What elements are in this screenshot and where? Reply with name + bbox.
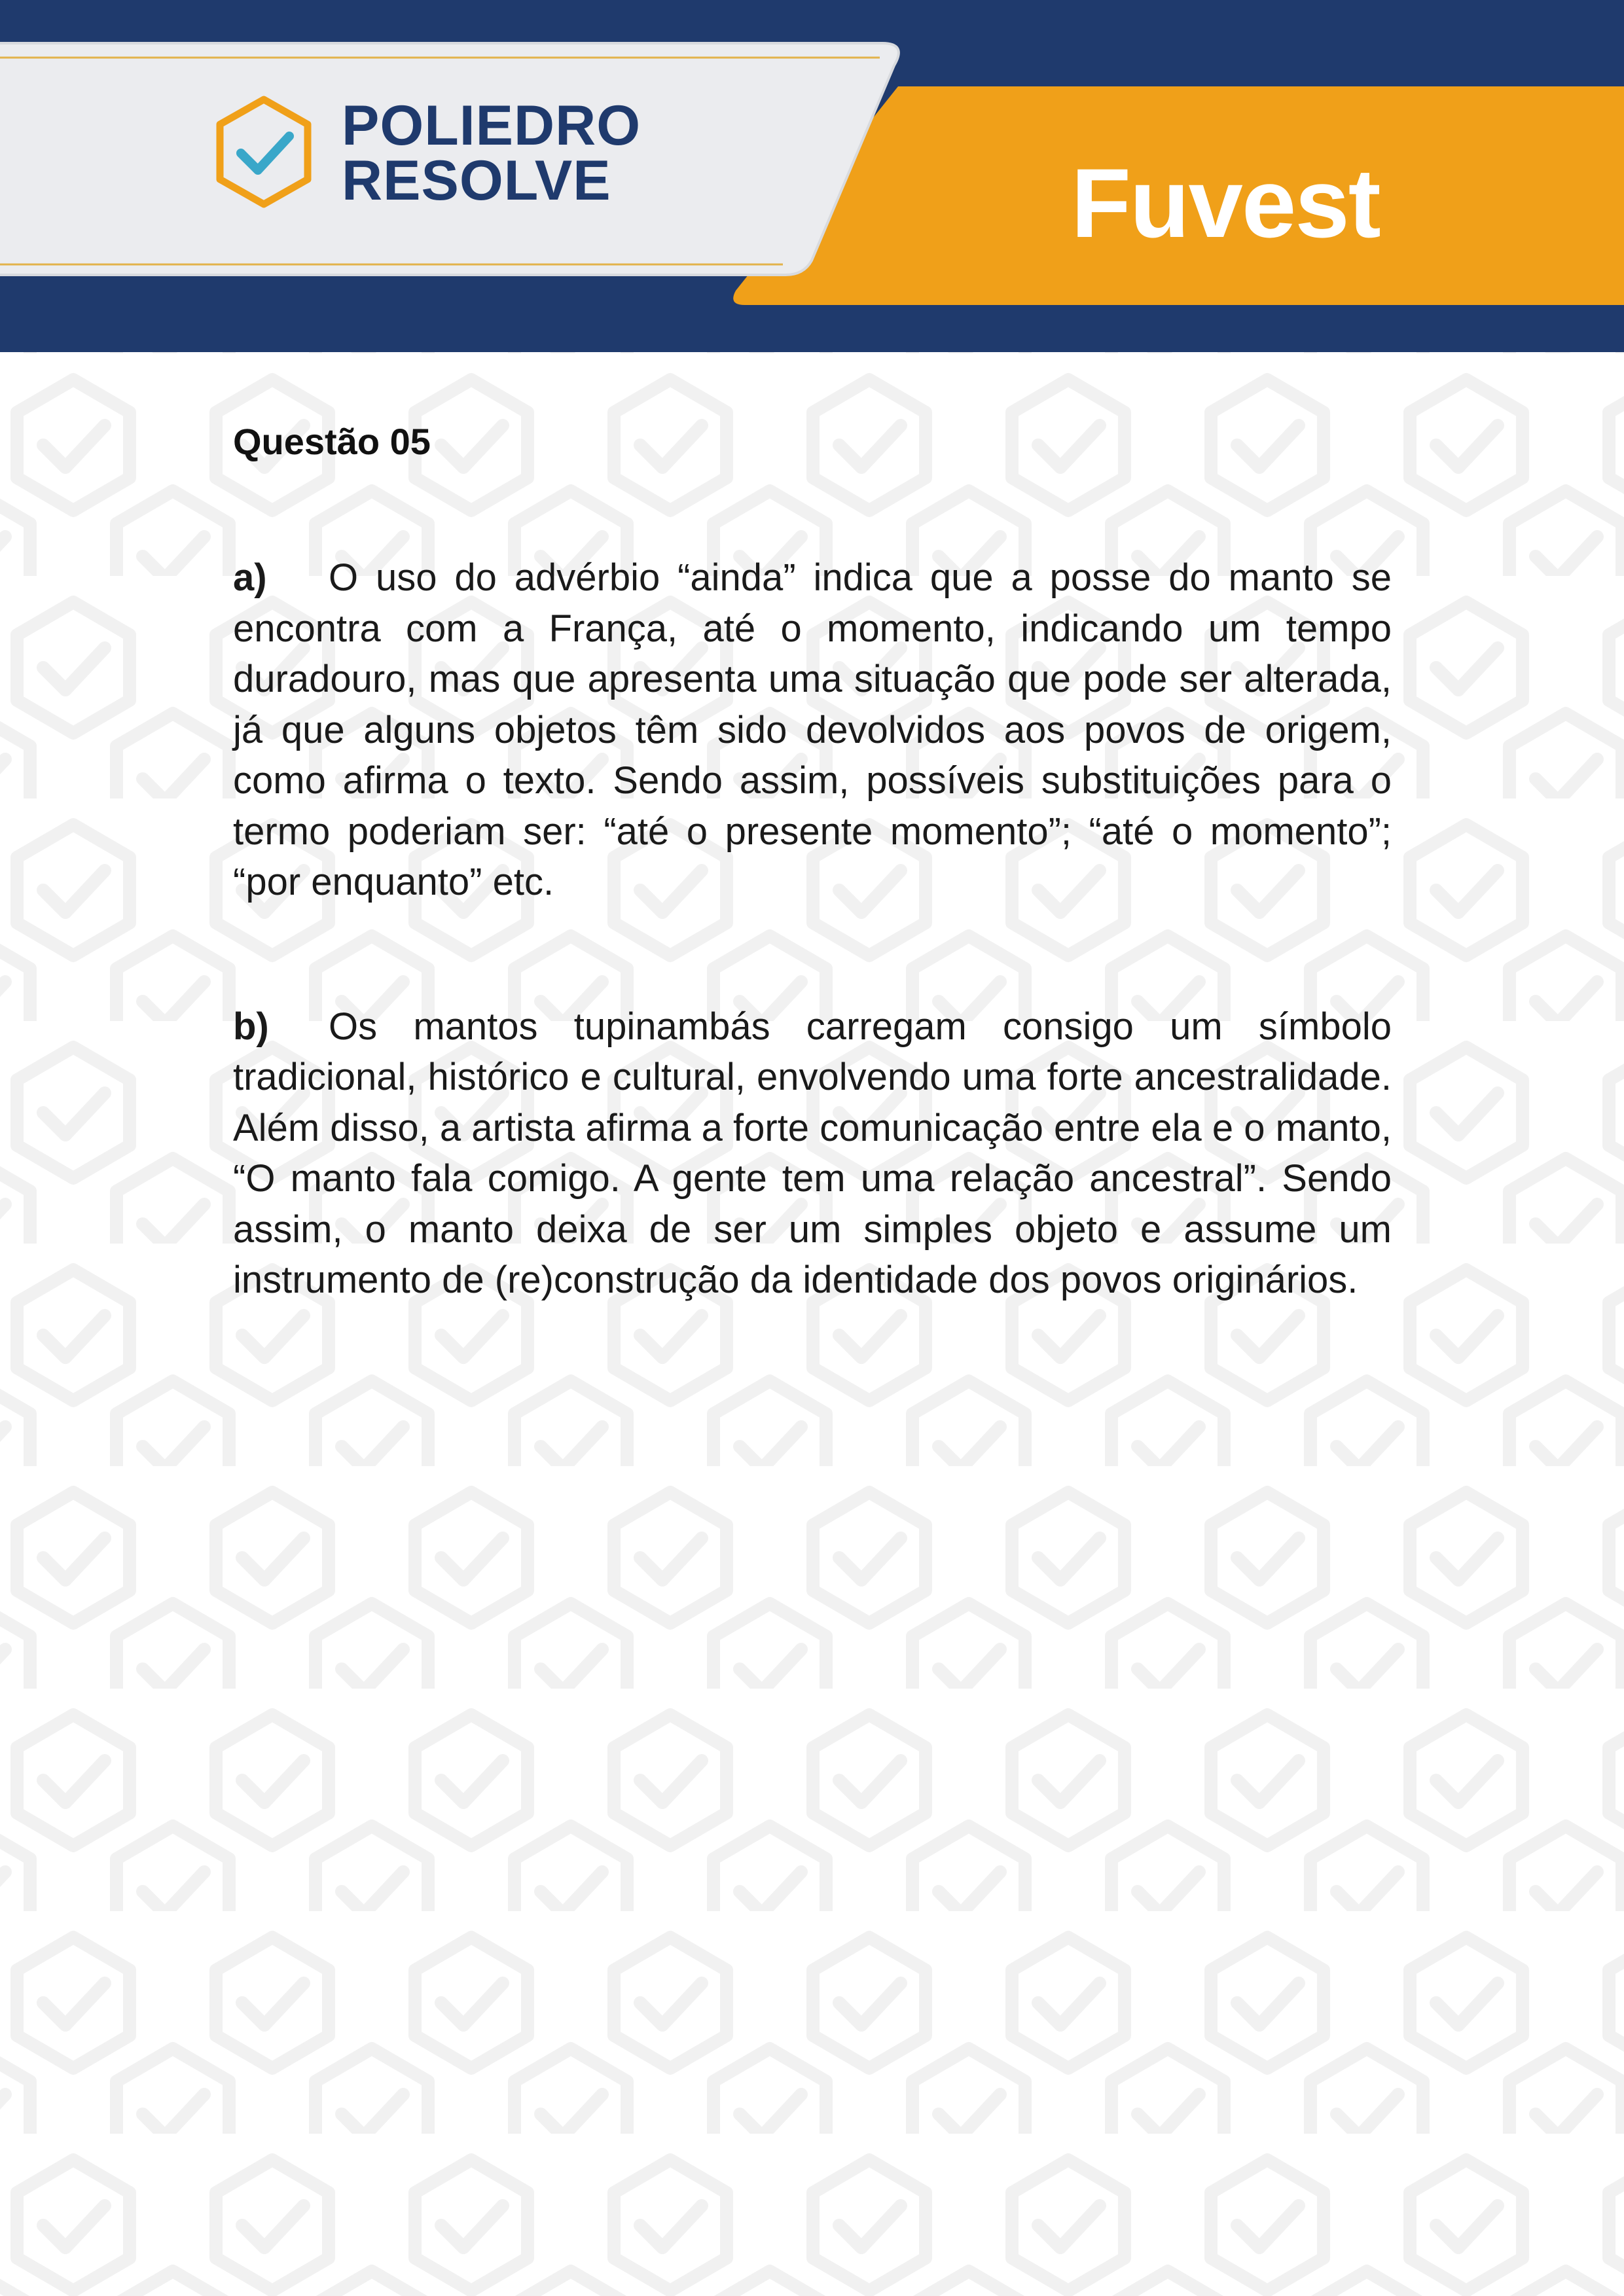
answer-text: Os mantos tupinambás carregam consigo um símbolo tradicional, histórico e cultural, envolvendo uma forte ancestralidade. Além disso, a artista afirma a forte comunicação entre ela e o manto, “O manto fala comigo. A gente tem uma relação ancestral”. Sendo assim, o manto deixa de ser um simples objeto e assume um instrumento de (re)construção da identidade dos povos originários. bbox=[233, 1005, 1392, 1301]
answer-letter: a) bbox=[233, 556, 267, 599]
hexagon-checkmark-icon bbox=[208, 93, 319, 211]
brand-line-2: RESOLVE bbox=[342, 149, 611, 212]
answer-a bbox=[233, 552, 1392, 908]
question-content bbox=[233, 419, 1392, 1399]
answer-b bbox=[233, 1001, 1392, 1306]
brand-line-1: POLIEDRO bbox=[342, 94, 641, 157]
brand-logo-text bbox=[342, 94, 641, 212]
answer-letter: b) bbox=[233, 1005, 269, 1048]
question-title: Questão 05 bbox=[233, 421, 431, 462]
exam-name: Fuvest bbox=[1071, 148, 1380, 258]
answer-text: O uso do advérbio “ainda” indica que a posse do manto se encontra com a França, até o momento, indicando um tempo duradouro, mas que apresenta uma situação que pode ser alterada, já que alguns objetos têm sido devolvidos aos povos de origem, como afirma o texto. Sendo assim, possíveis substituições para o termo poderiam ser: “até o presente momento”; “até o momento”; “por enquanto” etc. bbox=[233, 556, 1392, 903]
